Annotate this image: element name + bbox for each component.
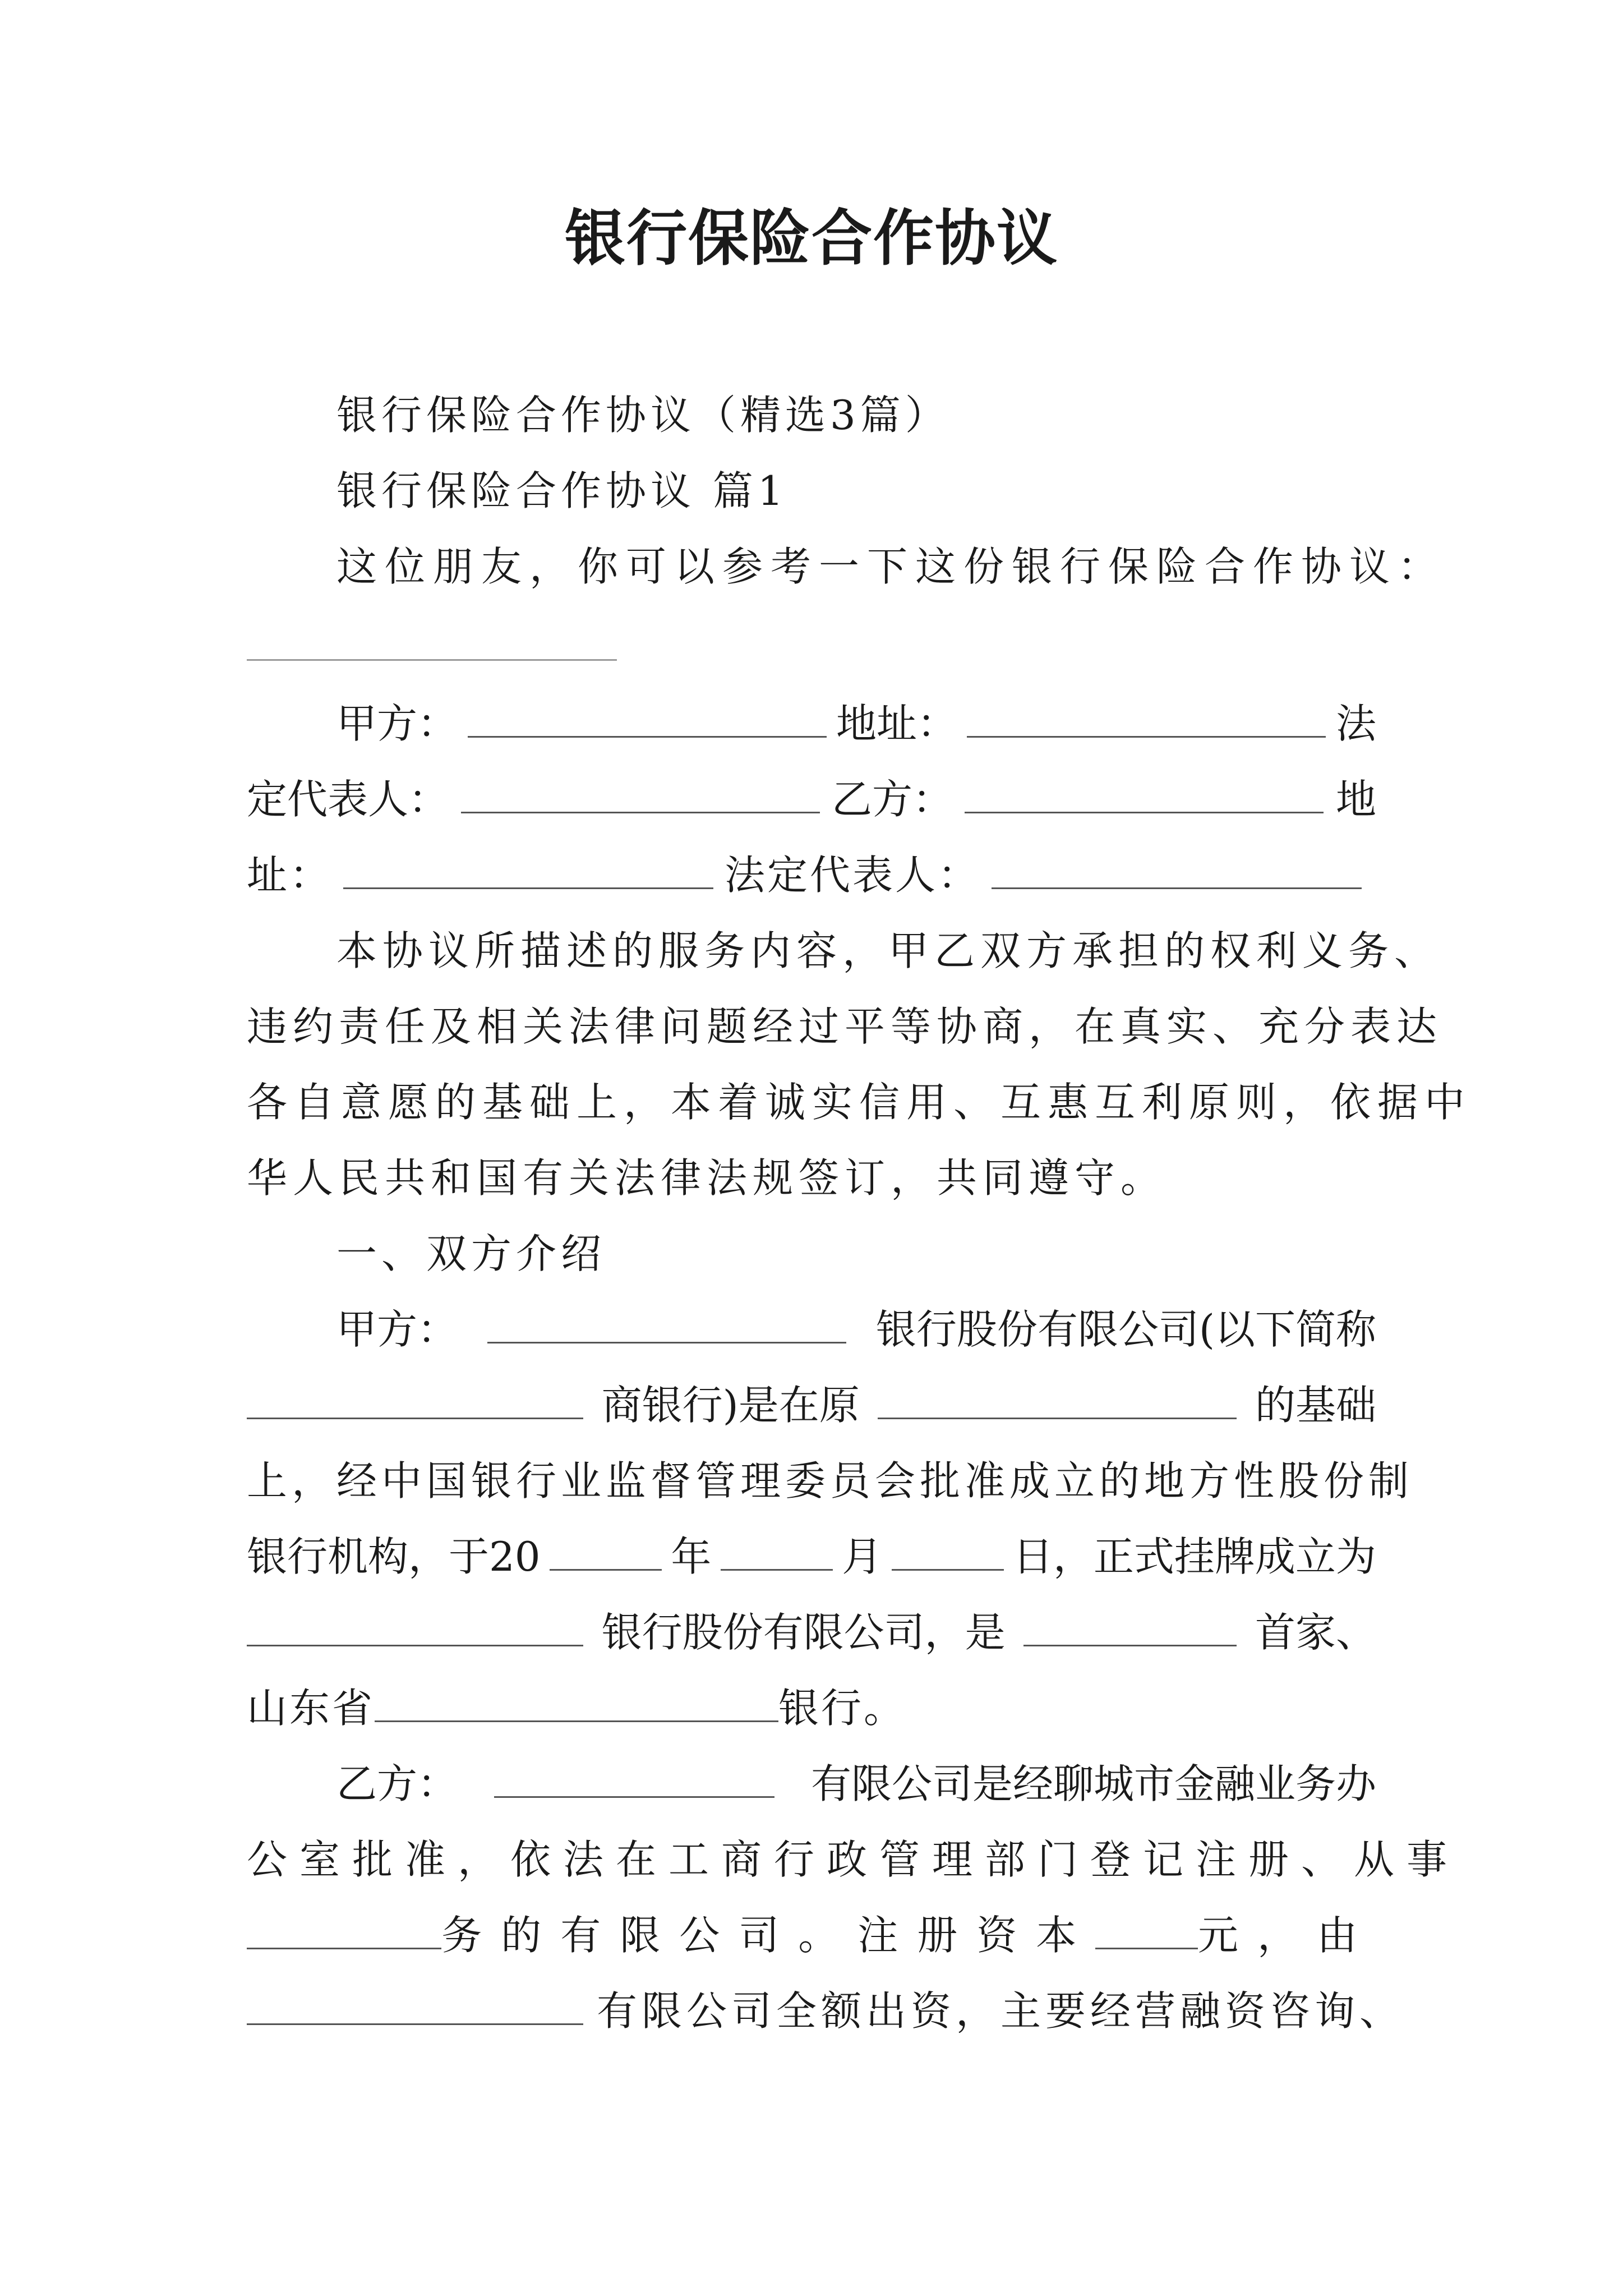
- para-line: 违约责任及相关法律问题经过平等协商，在真实、充分表达: [247, 1003, 1443, 1050]
- fill-blank: [343, 848, 713, 889]
- label: 银行机构，于20: [247, 1533, 541, 1580]
- parties-line-2: [247, 771, 1376, 827]
- label: 法: [1335, 700, 1376, 747]
- blank-line: [247, 659, 617, 661]
- label: 银行股份有限公司(以下简称: [875, 1306, 1376, 1353]
- fill-blank: [494, 1757, 774, 1798]
- label: 定代表人：: [247, 776, 449, 823]
- party-a-line-6: [247, 1680, 906, 1736]
- party-b-line-4: [247, 1983, 1404, 2039]
- label: 银行股份有限公司，是: [601, 1609, 1006, 1656]
- label: 山东省: [247, 1685, 375, 1732]
- party-a-line-2: [247, 1377, 1376, 1433]
- fill-blank: [375, 1681, 778, 1722]
- label: 日，正式挂牌成立为: [1012, 1533, 1376, 1580]
- section-heading: 一、双方介绍: [336, 1230, 606, 1277]
- label: 年: [671, 1533, 712, 1580]
- document-title: 银行保险合作协议: [564, 203, 1058, 274]
- label: 首家、: [1255, 1609, 1376, 1656]
- fill-blank: [247, 1378, 583, 1419]
- fill-blank: [461, 772, 820, 813]
- label: 的基础: [1255, 1382, 1376, 1429]
- parties-line-3: [247, 847, 1362, 903]
- label: 乙方：: [336, 1760, 458, 1807]
- label: 甲方：: [336, 700, 458, 747]
- para-line: 本协议所描述的服务内容，甲乙双方承担的权利义务、: [336, 927, 1441, 974]
- intro-line: 银行保险合作协议（精选3篇）: [336, 392, 950, 439]
- para-line: 各自意愿的基础上，本着诚实信用、互惠互利原则，依据中: [247, 1079, 1472, 1126]
- label: 月: [842, 1533, 883, 1580]
- para-line: 华人民共和国有关法律法规签订，共同遵守。: [247, 1154, 1167, 1202]
- fill-blank: [878, 1378, 1237, 1419]
- parties-line-1: [336, 696, 1376, 752]
- label: 务的有限公司。注册资本: [441, 1912, 1096, 1959]
- label: 有限公司是经聊城市金融业务办: [810, 1760, 1376, 1807]
- fill-blank: [892, 1530, 1004, 1571]
- party-a-line-3: 上，经中国银行业监督管理委员会批准成立的地方性股份制: [247, 1457, 1414, 1504]
- fill-blank: [487, 1303, 846, 1343]
- party-b-line-1: [336, 1756, 1376, 1812]
- fill-blank: [247, 1984, 583, 2025]
- fill-blank: [247, 1605, 583, 1646]
- label: 有限公司全额出资，主要经营融资咨询、: [597, 1987, 1405, 2035]
- label: 元，由: [1197, 1912, 1376, 1959]
- label: 商银行)是在原: [601, 1382, 860, 1429]
- fill-blank: [550, 1530, 662, 1571]
- label: 甲方：: [336, 1306, 458, 1353]
- label: 法定代表人：: [725, 852, 981, 899]
- party-a-line-5: [247, 1604, 1376, 1660]
- fill-blank: [247, 1908, 441, 1949]
- label: 址：: [247, 852, 333, 899]
- party-a-line-4: [247, 1529, 1376, 1585]
- label: 乙方：: [831, 776, 953, 823]
- fill-blank: [992, 848, 1362, 889]
- greeting-line: 这位朋友，你可以参考一下这份银行保险合作协议：: [336, 543, 1446, 590]
- party-b-line-2: 公室批准，依法在工商行政管理部门登记注册、从事: [247, 1836, 1460, 1883]
- label: 地址：: [836, 700, 957, 747]
- fill-blank: [721, 1530, 833, 1571]
- fill-blank: [965, 772, 1324, 813]
- label: 银行。: [778, 1685, 907, 1732]
- part-heading: 银行保险合作协议 篇1: [336, 467, 788, 514]
- fill-blank: [468, 697, 827, 738]
- fill-blank: [1023, 1605, 1237, 1646]
- label: 地: [1335, 776, 1376, 823]
- party-a-line-1: [336, 1301, 1376, 1358]
- fill-blank: [967, 697, 1326, 738]
- fill-blank: [1095, 1908, 1198, 1949]
- party-b-line-3: [247, 1907, 1376, 1963]
